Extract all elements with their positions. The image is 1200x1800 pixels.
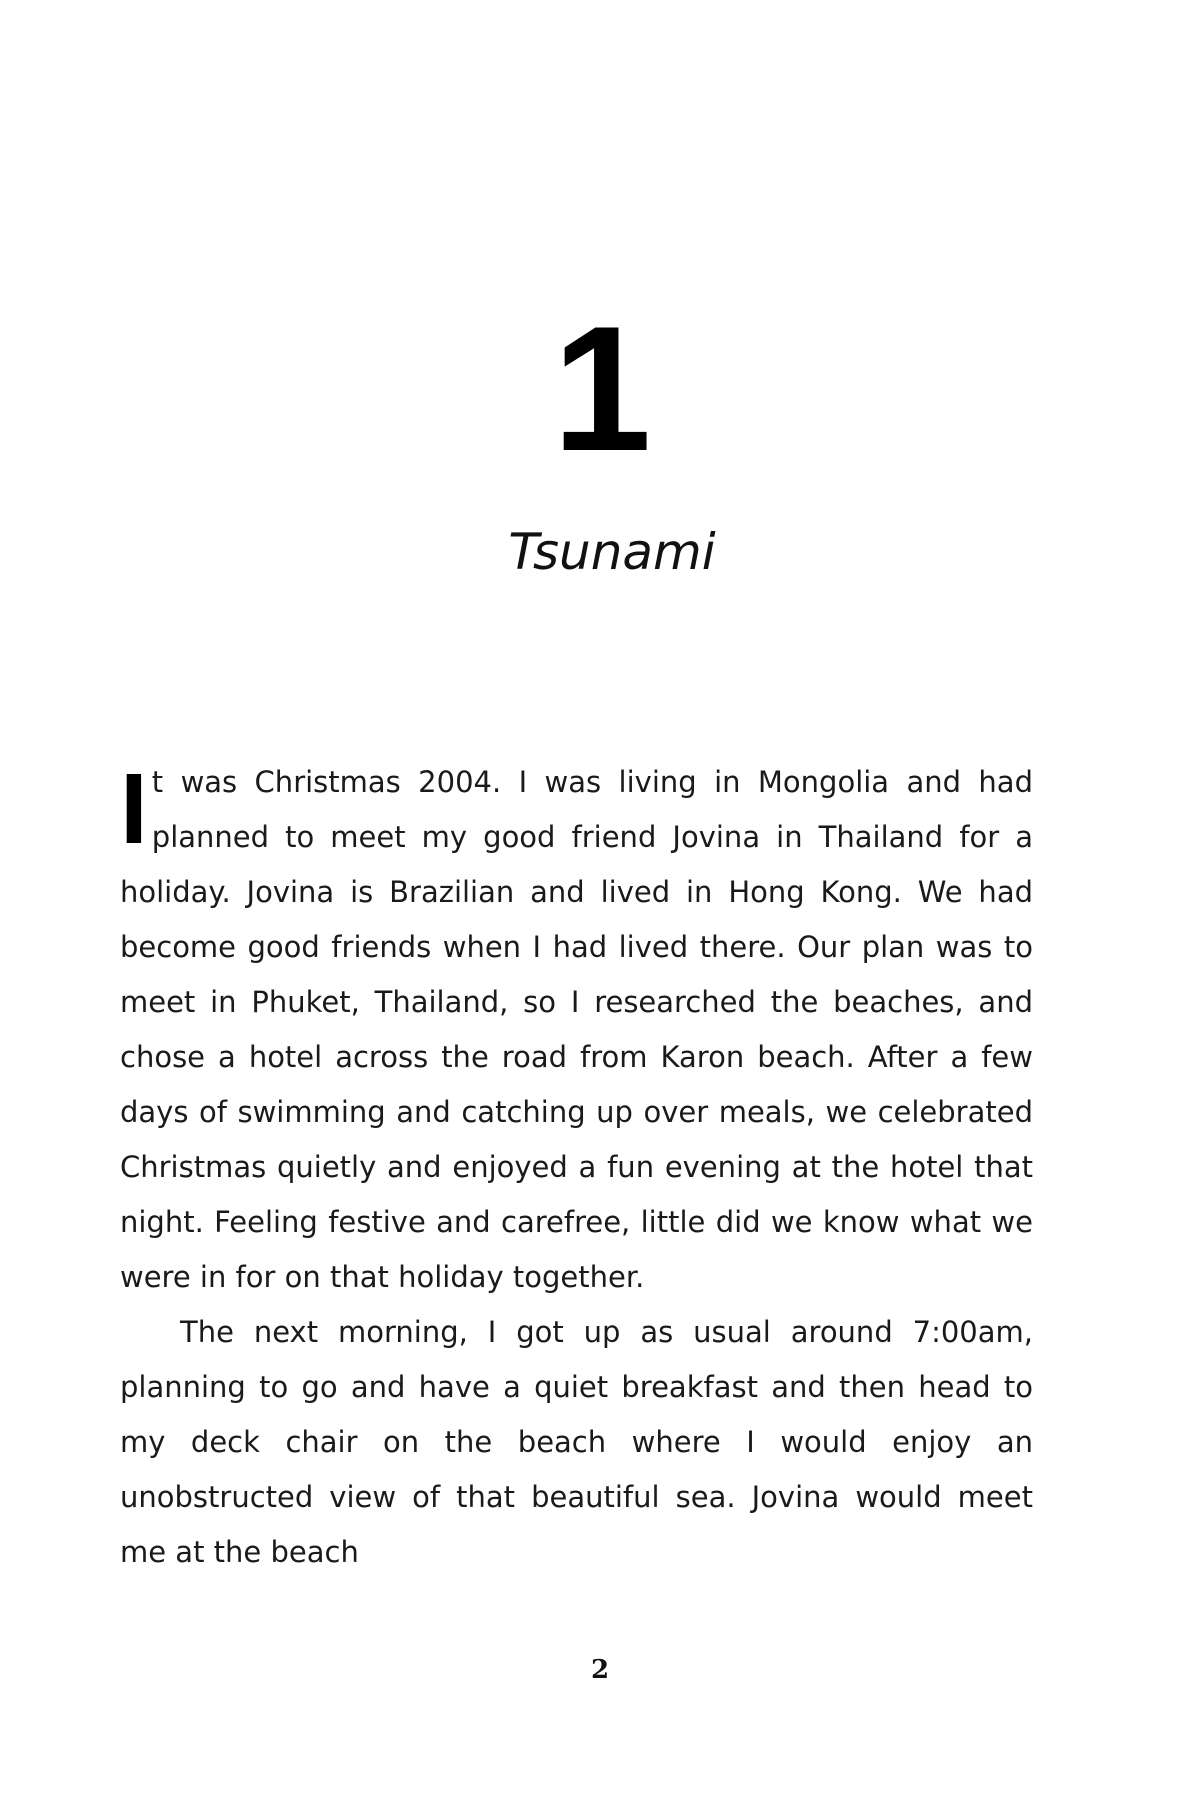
paragraph-2: The next morning, I got up as usual around 7:00am, planning to go and have a quiet breakfast and then head to my deck chair on the beach where I would enjoy an unobstructed view of that beautiful sea. Jovina would meet me at the beach	[120, 1315, 1033, 1569]
paragraph-1	[120, 755, 1033, 1305]
chapter-title: Tsunami	[508, 523, 716, 581]
chapter-number: 1	[552, 289, 648, 488]
paragraph-1-text: t was Christmas 2004. I was living in Mongolia and had planned to meet my good friend Jovina in Thailand for a holiday. Jovina is Brazilian and lived in Hong Kong. We had become good friends when I had lived there. Our plan was to meet in Phuket, Thailand, so I researched the beaches, and chose a hotel across the road from Karon beach. After a few days of swimming and catching up over meals, we celebrated Christmas quietly and enjoyed a fun evening at the hotel that night. Feeling festive and carefree, little did we know what we were in for on that holiday together.	[120, 765, 1033, 1294]
page-number: 2	[590, 1655, 610, 1685]
chapter-body	[120, 755, 1033, 1580]
drop-cap: I	[120, 753, 148, 865]
